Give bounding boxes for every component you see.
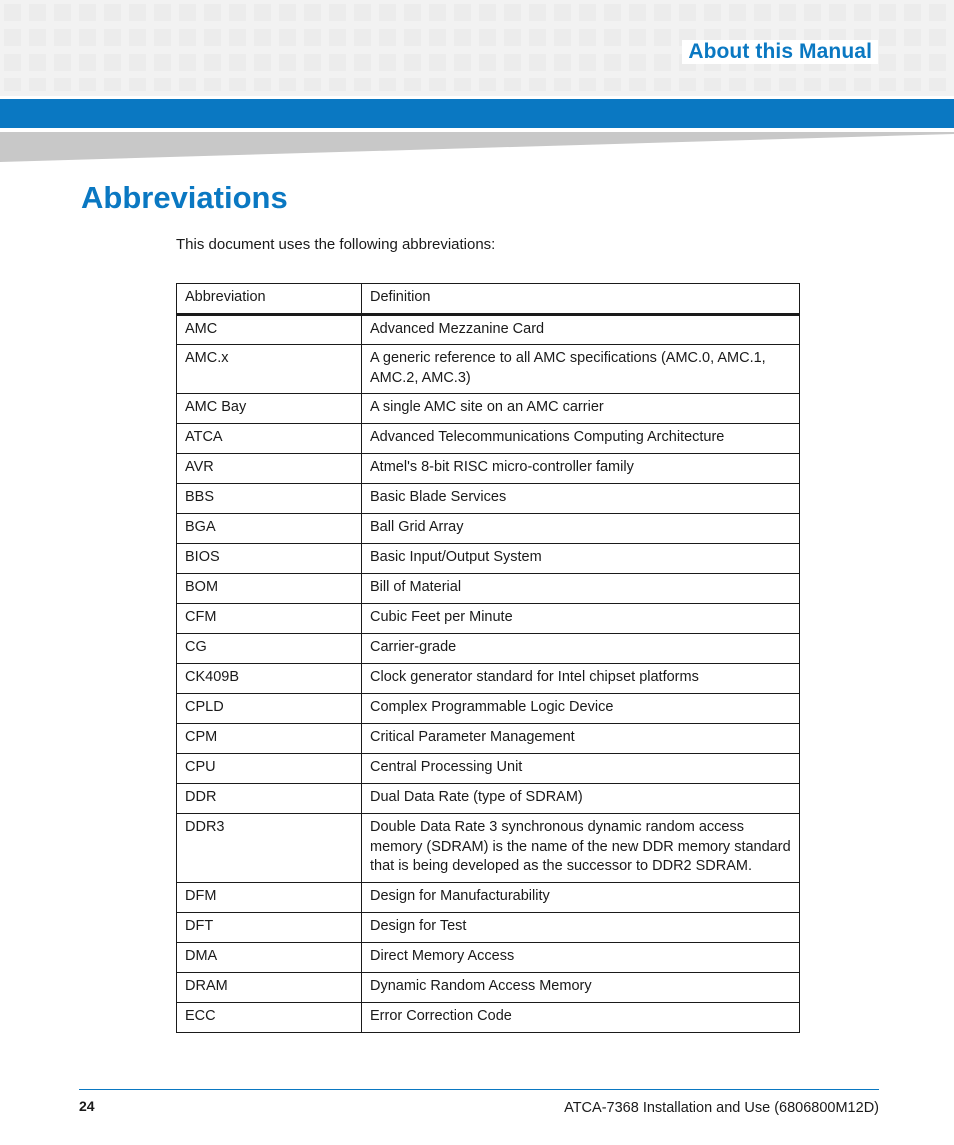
table-row: [177, 694, 800, 724]
page-title: Abbreviations: [81, 180, 288, 215]
page-number: 24: [79, 1098, 95, 1114]
intro-text: This document uses the following abbreviations:: [176, 236, 496, 253]
table-row: [177, 664, 800, 694]
abbreviation-cell: BOM: [177, 574, 362, 604]
definition-cell: Atmel's 8-bit RISC micro-controller family: [362, 454, 800, 484]
definition-cell: A generic reference to all AMC specifications (AMC.0, AMC.1, AMC.2, AMC.3): [362, 345, 800, 394]
abbreviation-cell: BBS: [177, 484, 362, 514]
table-row: [177, 814, 800, 883]
definition-cell: Ball Grid Array: [362, 514, 800, 544]
table-row: [177, 574, 800, 604]
table-header-row: [177, 284, 800, 315]
header-definition: Definition: [362, 284, 800, 315]
definition-cell: Error Correction Code: [362, 1002, 800, 1032]
abbreviation-cell: CG: [177, 634, 362, 664]
abbreviation-cell: CPLD: [177, 694, 362, 724]
abbreviation-cell: DMA: [177, 942, 362, 972]
abbreviation-cell: CK409B: [177, 664, 362, 694]
table-row: [177, 634, 800, 664]
definition-cell: Direct Memory Access: [362, 942, 800, 972]
table-row: [177, 1002, 800, 1032]
header-blue-band: [0, 99, 954, 128]
table-row: [177, 424, 800, 454]
document-reference: ATCA-7368 Installation and Use (6806800M12D): [564, 1100, 879, 1116]
table-row: [177, 724, 800, 754]
abbreviation-cell: ATCA: [177, 424, 362, 454]
abbreviation-cell: CPU: [177, 754, 362, 784]
abbreviation-cell: DDR3: [177, 814, 362, 883]
table-row: [177, 345, 800, 394]
footer-rule: [79, 1089, 879, 1090]
definition-cell: Critical Parameter Management: [362, 724, 800, 754]
abbreviation-cell: DFT: [177, 912, 362, 942]
header-abbreviation: Abbreviation: [177, 284, 362, 315]
table-row: [177, 972, 800, 1002]
definition-cell: Design for Test: [362, 912, 800, 942]
definition-cell: Basic Blade Services: [362, 484, 800, 514]
definition-cell: Basic Input/Output System: [362, 544, 800, 574]
abbreviation-cell: DFM: [177, 882, 362, 912]
definition-cell: Dual Data Rate (type of SDRAM): [362, 784, 800, 814]
abbreviation-cell: AMC Bay: [177, 394, 362, 424]
abbreviation-cell: DDR: [177, 784, 362, 814]
definition-cell: Clock generator standard for Intel chipset platforms: [362, 664, 800, 694]
table-row: [177, 754, 800, 784]
abbreviation-cell: DRAM: [177, 972, 362, 1002]
definition-cell: Complex Programmable Logic Device: [362, 694, 800, 724]
table-row: [177, 942, 800, 972]
definition-cell: Advanced Telecommunications Computing Architecture: [362, 424, 800, 454]
definition-cell: Carrier-grade: [362, 634, 800, 664]
abbreviation-cell: CFM: [177, 604, 362, 634]
table-row: [177, 604, 800, 634]
definition-cell: Double Data Rate 3 synchronous dynamic random access memory (SDRAM) is the name of the new DDR memory standard that is being developed as the successor to DDR2 SDRAM.: [362, 814, 800, 883]
definition-cell: Dynamic Random Access Memory: [362, 972, 800, 1002]
definition-cell: Advanced Mezzanine Card: [362, 314, 800, 345]
table-row: [177, 454, 800, 484]
abbreviations-table: [176, 283, 800, 1033]
abbreviation-cell: AVR: [177, 454, 362, 484]
abbreviation-cell: BIOS: [177, 544, 362, 574]
abbreviation-cell: CPM: [177, 724, 362, 754]
table-row: [177, 394, 800, 424]
table-row: [177, 912, 800, 942]
definition-cell: Cubic Feet per Minute: [362, 604, 800, 634]
table-row: [177, 784, 800, 814]
section-title: About this Manual: [682, 40, 878, 64]
abbreviation-cell: AMC: [177, 314, 362, 345]
abbreviation-cell: AMC.x: [177, 345, 362, 394]
definition-cell: Bill of Material: [362, 574, 800, 604]
definition-cell: Central Processing Unit: [362, 754, 800, 784]
header-gray-band: [0, 130, 954, 164]
table-row: [177, 484, 800, 514]
table-row: [177, 514, 800, 544]
definition-cell: A single AMC site on an AMC carrier: [362, 394, 800, 424]
abbreviation-cell: BGA: [177, 514, 362, 544]
table-row: [177, 314, 800, 345]
table-row: [177, 882, 800, 912]
table-row: [177, 544, 800, 574]
abbreviation-cell: ECC: [177, 1002, 362, 1032]
definition-cell: Design for Manufacturability: [362, 882, 800, 912]
